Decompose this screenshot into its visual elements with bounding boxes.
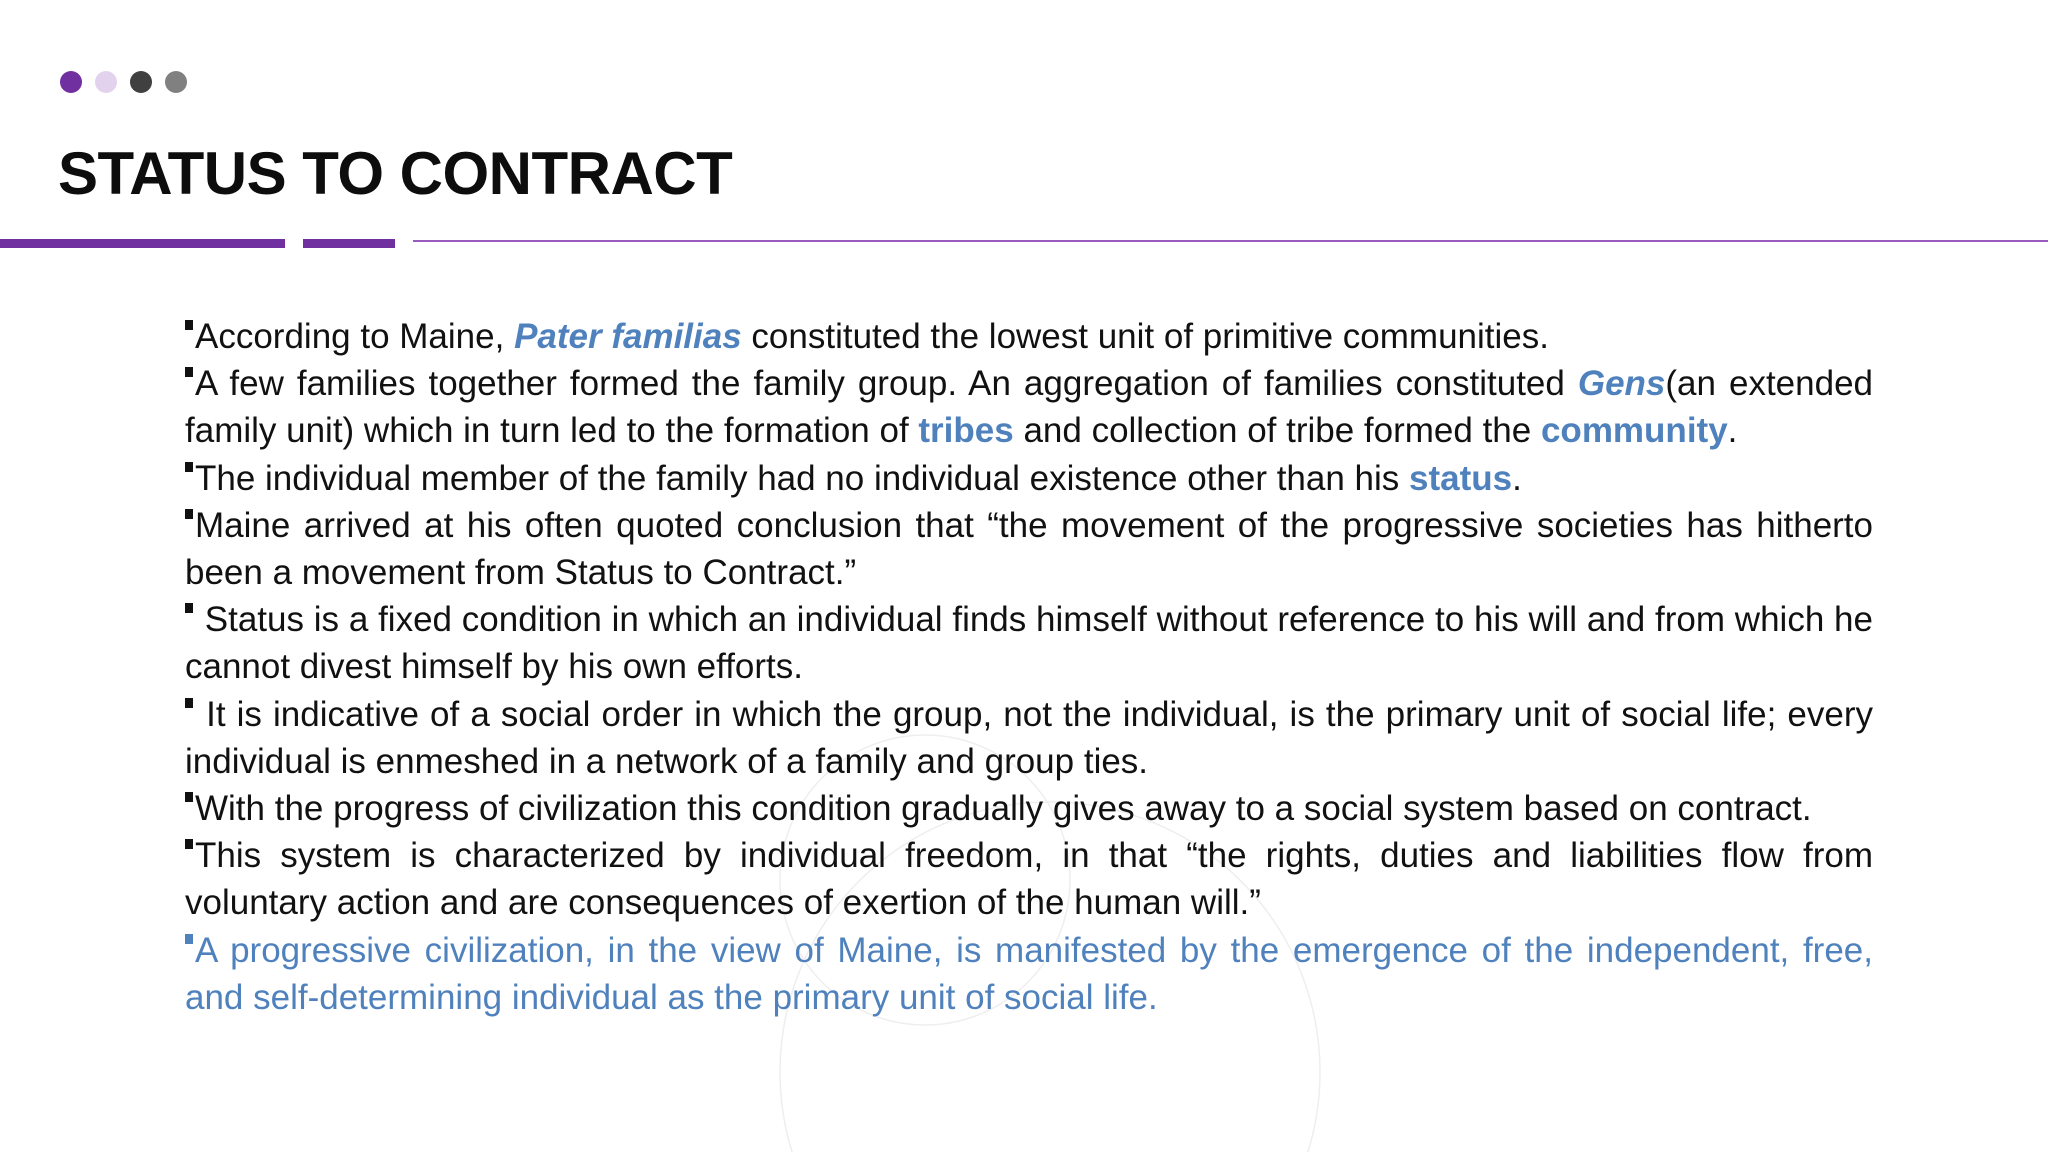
bullet-text: . bbox=[1727, 411, 1738, 451]
emphasis-term: status bbox=[1409, 458, 1513, 498]
emphasis-term: tribes bbox=[918, 411, 1014, 451]
square-bullet-icon bbox=[185, 462, 193, 472]
bullet-item bbox=[185, 502, 1873, 596]
bullet-list bbox=[185, 313, 1873, 1021]
square-bullet-icon bbox=[185, 603, 193, 613]
bullet-text: A few families together formed the family group. An aggregation of families constituted bbox=[195, 364, 1578, 404]
title-underline-thin bbox=[413, 240, 2048, 242]
bullet-text: It is indicative of a social order in which the group, not the individual, is the primary unit of social life; every individual is enmeshed in a network of a family and group ties. bbox=[185, 694, 1873, 781]
bullet-text: A progressive civilization, in the view of Maine, is manifested by the emergence of the independent, free, and self-determining individual as the primary unit of social life. bbox=[185, 930, 1873, 1017]
bullet-item bbox=[185, 596, 1873, 690]
bullet-text: This system is characterized by individual freedom, in that “the rights, duties and liabilities flow from voluntary action and are consequences of exertion of the human will.” bbox=[185, 836, 1873, 923]
square-bullet-icon bbox=[185, 839, 193, 849]
square-bullet-icon bbox=[185, 792, 193, 802]
dot-gray bbox=[165, 71, 187, 93]
bullet-text: Maine arrived at his often quoted conclusion that “the movement of the progressive societies has hitherto been a movement from Status to Contract.” bbox=[185, 505, 1873, 593]
bullet-text: and collection of tribe formed the bbox=[1013, 411, 1541, 451]
title-underline-short bbox=[303, 239, 395, 248]
square-bullet-icon bbox=[185, 509, 193, 519]
title-underline-thick bbox=[0, 239, 285, 248]
emphasis-term: community bbox=[1540, 411, 1728, 451]
bullet-item bbox=[185, 927, 1873, 1021]
decorative-dots bbox=[60, 71, 187, 93]
bullet-item bbox=[185, 691, 1873, 785]
bullet-text: (an extended family unit) which in turn led to the formation of bbox=[185, 364, 1873, 451]
square-bullet-icon bbox=[185, 320, 193, 330]
bullet-text: constituted the lowest unit of primitive communities. bbox=[741, 317, 1549, 356]
bullet-item bbox=[185, 313, 1873, 360]
bullet-item bbox=[185, 455, 1873, 502]
bullet-item bbox=[185, 360, 1873, 454]
emphasis-term: Gens bbox=[1577, 364, 1666, 404]
slide-title: STATUS TO CONTRACT bbox=[58, 140, 733, 207]
bullet-text: With the progress of civilization this condition gradually gives away to a social system based on contract. bbox=[195, 789, 1812, 829]
bullet-item bbox=[185, 785, 1873, 832]
bullet-text: According to Maine, bbox=[195, 317, 515, 356]
dot-dark-gray bbox=[130, 71, 152, 93]
emphasis-term: Pater familias bbox=[514, 317, 742, 356]
bullet-text: The individual member of the family had no individual existence other than his bbox=[195, 458, 1410, 498]
square-bullet-icon bbox=[185, 934, 193, 944]
bullet-text: Status is a fixed condition in which an individual finds himself without reference to his will and from which he cannot divest himself by his own efforts. bbox=[185, 600, 1873, 687]
dot-lavender bbox=[95, 71, 117, 93]
bullet-text: . bbox=[1512, 458, 1522, 498]
square-bullet-icon bbox=[185, 367, 193, 377]
dot-purple bbox=[60, 71, 82, 93]
bullet-item bbox=[185, 832, 1873, 926]
square-bullet-icon bbox=[185, 698, 193, 708]
